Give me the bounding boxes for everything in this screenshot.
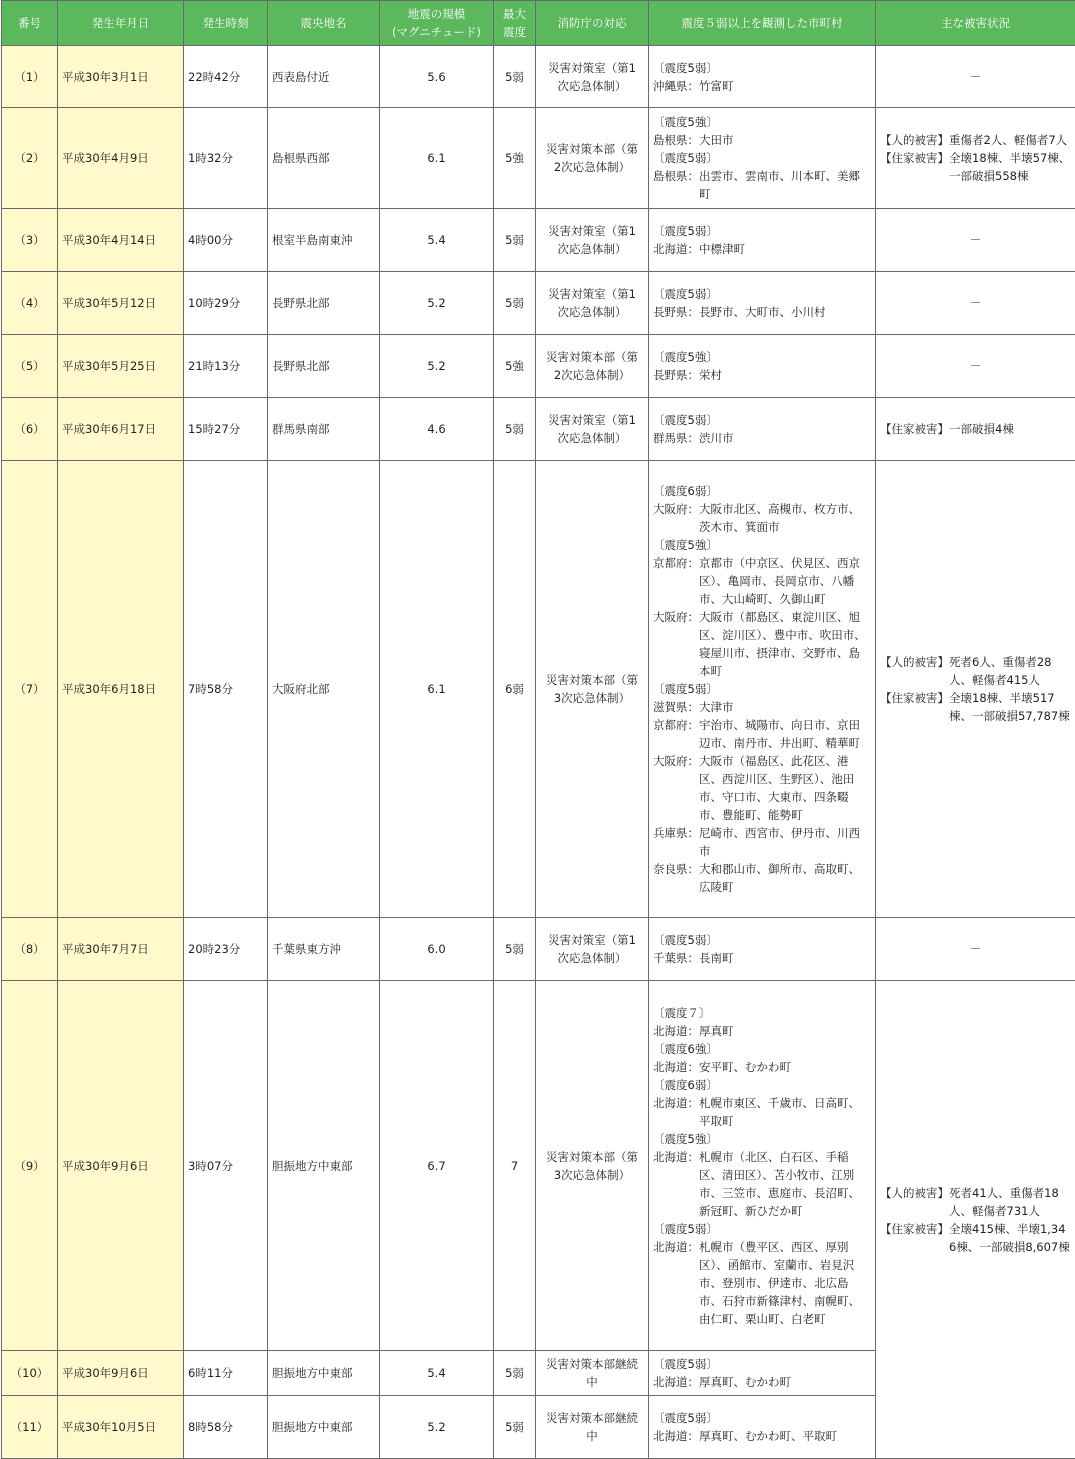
no-cell: （9）: [2, 981, 58, 1351]
magnitude-cell: 5.4: [380, 1351, 494, 1396]
intensity-heading: 〔震度７〕: [653, 1005, 711, 1020]
time-cell: 7時58分: [184, 461, 268, 918]
damage-cell: －: [876, 46, 1075, 108]
table-row: [2, 272, 1075, 335]
prefecture-name: 北海道：: [653, 242, 699, 256]
intensity-cell: 5弱: [494, 1351, 536, 1396]
intensity-heading: 〔震度5強〕: [653, 350, 718, 364]
intensity-heading: 〔震度5弱〕: [653, 287, 718, 301]
damage-entry: [880, 653, 1071, 689]
damage-category: 【住家被害】: [880, 422, 949, 436]
municipalities-cell: [649, 209, 876, 272]
table-row: [2, 209, 1075, 272]
epicenter-cell: 長野県北部: [268, 272, 380, 335]
table-row: [2, 461, 1075, 918]
time-cell: 20時23分: [184, 918, 268, 981]
municipalities-cell: [649, 981, 876, 1351]
municipalities-cell: [649, 1396, 876, 1459]
prefecture-name: 大阪府：: [653, 610, 699, 624]
municipality-list: 大阪市（都島区、東淀川区、旭区、淀川区）、豊中市、吹田市、寝屋川市、摂津市、交野市、島本町: [699, 610, 866, 678]
intensity-heading: 〔震度5弱〕: [653, 1221, 718, 1236]
damage-cell: －: [876, 272, 1075, 335]
prefecture-name: 北海道：: [653, 1149, 699, 1164]
epicenter-cell: 大阪府北部: [268, 461, 380, 918]
damage-detail: 死者41人、重傷者18人、軽傷者731人: [949, 1185, 1059, 1218]
header-date: 発生年月日: [58, 1, 184, 46]
intensity-cell: 7: [494, 981, 536, 1351]
intensity-cell: 5弱: [494, 46, 536, 108]
damage-category: 【住家被害】: [880, 151, 949, 165]
epicenter-cell: 西表島付近: [268, 46, 380, 108]
intensity-heading: 〔震度5強〕: [653, 1131, 718, 1146]
magnitude-cell: 6.0: [380, 918, 494, 981]
intensity-heading: 〔震度5弱〕: [653, 1357, 718, 1371]
response-cell: 災害対策室（第1次応急体制）: [536, 918, 649, 981]
table-row: [2, 918, 1075, 981]
table-row: [2, 335, 1075, 398]
no-cell: （5）: [2, 335, 58, 398]
municipality-list: 大阪市北区、高槻市、枚方市、茨木市、箕面市: [699, 502, 860, 534]
response-cell: 災害対策本部継続中: [536, 1351, 649, 1396]
intensity-heading: 〔震度5弱〕: [653, 1411, 718, 1425]
municipality-list: 札幌市（豊平区、西区、厚別区）、函館市、室蘭市、岩見沢市、登別市、伊達市、北広島市、石狩市新篠津村、南幌町、由仁町、栗山町、白老町: [699, 1239, 860, 1326]
damage-detail: 一部破損4棟: [949, 422, 1014, 436]
prefecture-name: 北海道：: [653, 1059, 699, 1074]
header-fdma-response: 消防庁の対応: [536, 1, 649, 46]
damage-category: 【人的被害】: [880, 1185, 949, 1200]
intensity-heading: 〔震度6弱〕: [653, 484, 718, 498]
table-row: [2, 398, 1075, 461]
prefecture-name: 長野県：: [653, 305, 699, 319]
prefecture-name: 長野県：: [653, 368, 699, 382]
no-cell: （6）: [2, 398, 58, 461]
intensity-cell: 5弱: [494, 918, 536, 981]
prefecture-name: 群馬県：: [653, 431, 699, 445]
response-cell: 災害対策室（第1次応急体制）: [536, 209, 649, 272]
header-epicenter: 震央地名: [268, 1, 380, 46]
damage-cell: －: [876, 335, 1075, 398]
no-cell: （2）: [2, 108, 58, 209]
prefecture-entry: [653, 1148, 871, 1220]
prefecture-entry: [653, 949, 871, 967]
date-cell: 平成30年5月12日: [58, 272, 184, 335]
prefecture-entry: [653, 131, 871, 149]
prefecture-name: 滋賀県：: [653, 700, 699, 714]
magnitude-cell: 5.2: [380, 335, 494, 398]
response-cell: 災害対策室（第1次応急体制）: [536, 272, 649, 335]
no-cell: （7）: [2, 461, 58, 918]
municipality-list: 京都市（中京区、伏見区、西京区）、亀岡市、長岡京市、八幡市、大山崎町、久御山町: [699, 556, 860, 606]
damage-entry: [880, 1220, 1071, 1256]
epicenter-cell: 胆振地方中東部: [268, 981, 380, 1351]
damage-category: 【人的被害】: [880, 655, 949, 669]
prefecture-name: 京都府：: [653, 718, 699, 732]
no-cell: （8）: [2, 918, 58, 981]
prefecture-entry: [653, 366, 871, 384]
municipality-list: 出雲市、雲南市、川本町、美郷町: [699, 169, 860, 201]
municipalities-cell: [649, 335, 876, 398]
prefecture-entry: [653, 303, 871, 321]
prefecture-name: 島根県：: [653, 133, 699, 147]
damage-category: 【住家被害】: [880, 691, 949, 705]
intensity-heading: 〔震度5弱〕: [653, 60, 718, 75]
date-cell: 平成30年4月9日: [58, 108, 184, 209]
epicenter-cell: 群馬県南部: [268, 398, 380, 461]
response-cell: 災害対策室（第1次応急体制）: [536, 46, 649, 108]
municipalities-cell: [649, 398, 876, 461]
municipalities-cell: [649, 46, 876, 108]
header-number: 番号: [2, 1, 58, 46]
municipalities-cell: [649, 108, 876, 209]
municipality-list: 安平町、むかわ町: [699, 1059, 791, 1074]
prefecture-name: 千葉県：: [653, 951, 699, 965]
header-municipalities: 震度５弱以上を観測した市町村: [649, 1, 876, 46]
municipality-list: 大津市: [699, 700, 734, 714]
municipality-list: 尼崎市、西宮市、伊丹市、川西市: [699, 826, 860, 858]
prefecture-entry: [653, 1058, 871, 1076]
magnitude-cell: 4.6: [380, 398, 494, 461]
damage-entry: [880, 420, 1071, 438]
prefecture-entry: [653, 752, 871, 824]
municipality-list: 渋川市: [699, 431, 734, 445]
date-cell: 平成30年4月14日: [58, 209, 184, 272]
municipality-list: 厚真町、むかわ町: [699, 1375, 791, 1389]
time-cell: 15時27分: [184, 398, 268, 461]
date-cell: 平成30年6月18日: [58, 461, 184, 918]
intensity-cell: 6弱: [494, 461, 536, 918]
prefecture-entry: [653, 860, 871, 896]
prefecture-entry: [653, 698, 871, 716]
time-cell: 22時42分: [184, 46, 268, 108]
damage-category: 【人的被害】: [880, 133, 949, 147]
intensity-cell: 5弱: [494, 398, 536, 461]
no-cell: （10）: [2, 1351, 58, 1396]
header-max-intensity: 最大 震度: [494, 1, 536, 46]
prefecture-name: 京都府：: [653, 556, 699, 570]
damage-entry: [880, 1184, 1071, 1220]
damage-entry: [880, 131, 1071, 149]
municipality-list: 厚真町、むかわ町、平取町: [699, 1429, 837, 1443]
intensity-heading: 〔震度5弱〕: [653, 413, 718, 427]
magnitude-cell: 5.6: [380, 46, 494, 108]
response-cell: 災害対策本部（第3次応急体制）: [536, 981, 649, 1351]
municipality-list: 大和郡山市、御所市、高取町、広陵町: [699, 862, 860, 894]
prefecture-name: 北海道：: [653, 1429, 699, 1443]
damage-cell: [876, 108, 1075, 209]
damage-category: 【住家被害】: [880, 1221, 949, 1236]
epicenter-cell: 島根県西部: [268, 108, 380, 209]
intensity-heading: 〔震度5弱〕: [653, 682, 718, 696]
epicenter-cell: 根室半島南東沖: [268, 209, 380, 272]
prefecture-entry: [653, 1238, 871, 1328]
intensity-heading: 〔震度6弱〕: [653, 1077, 718, 1092]
damage-cell: [876, 461, 1075, 918]
no-cell: （11）: [2, 1396, 58, 1459]
prefecture-entry: [653, 1427, 871, 1445]
intensity-heading: 〔震度5弱〕: [653, 151, 718, 165]
prefecture-name: 沖縄県：: [653, 78, 699, 93]
prefecture-name: 北海道：: [653, 1023, 699, 1038]
magnitude-cell: 6.1: [380, 108, 494, 209]
magnitude-cell: 6.1: [380, 461, 494, 918]
damage-detail: 重傷者2人、軽傷者7人: [949, 133, 1068, 147]
prefecture-name: 大阪府：: [653, 502, 699, 516]
response-cell: 災害対策本部（第2次応急体制）: [536, 335, 649, 398]
time-cell: 21時13分: [184, 335, 268, 398]
prefecture-name: 島根県：: [653, 169, 699, 183]
time-cell: 6時11分: [184, 1351, 268, 1396]
municipalities-cell: [649, 461, 876, 918]
intensity-cell: 5弱: [494, 209, 536, 272]
prefecture-entry: [653, 1094, 871, 1130]
response-cell: 災害対策室（第1次応急体制）: [536, 398, 649, 461]
intensity-heading: 〔震度5強〕: [653, 538, 718, 552]
no-cell: （1）: [2, 46, 58, 108]
prefecture-entry: [653, 77, 871, 95]
damage-cell: [876, 398, 1075, 461]
municipality-list: 栄村: [699, 368, 722, 382]
intensity-cell: 5弱: [494, 1396, 536, 1459]
damage-cell: －: [876, 209, 1075, 272]
prefecture-entry: [653, 1022, 871, 1040]
municipality-list: 札幌市東区、千歳市、日高町、平取町: [699, 1095, 860, 1128]
damage-detail: 死者6人、重傷者28人、軽傷者415人: [949, 655, 1052, 687]
table-row: [2, 981, 1075, 1351]
magnitude-cell: 5.4: [380, 209, 494, 272]
date-cell: 平成30年10月5日: [58, 1396, 184, 1459]
damage-cell: －: [876, 918, 1075, 981]
prefecture-entry: [653, 824, 871, 860]
response-cell: 災害対策本部継続中: [536, 1396, 649, 1459]
municipality-list: 大田市: [699, 133, 734, 147]
damage-cell: [876, 981, 1075, 1459]
municipalities-cell: [649, 918, 876, 981]
table-row: [2, 108, 1075, 209]
intensity-cell: 5強: [494, 108, 536, 209]
damage-detail: 全壊18棟、半壊57棟、一部破損558棟: [949, 151, 1071, 183]
epicenter-cell: 胆振地方中東部: [268, 1396, 380, 1459]
date-cell: 平成30年5月25日: [58, 335, 184, 398]
prefecture-entry: [653, 240, 871, 258]
damage-detail: 全壊18棟、半壊517棟、一部破損57,787棟: [949, 691, 1070, 723]
prefecture-name: 奈良県：: [653, 862, 699, 876]
intensity-cell: 5弱: [494, 272, 536, 335]
prefecture-name: 北海道：: [653, 1095, 699, 1110]
damage-entry: [880, 149, 1071, 185]
no-cell: （4）: [2, 272, 58, 335]
header-magnitude: 地震の規模 (マグニチュード): [380, 1, 494, 46]
prefecture-entry: [653, 500, 871, 536]
municipality-list: 中標津町: [699, 242, 745, 256]
time-cell: 8時58分: [184, 1396, 268, 1459]
prefecture-name: 大阪府：: [653, 754, 699, 768]
header-row: [2, 1, 1075, 46]
response-cell: 災害対策本部（第2次応急体制）: [536, 108, 649, 209]
prefecture-entry: [653, 608, 871, 680]
municipality-list: 竹富町: [699, 78, 734, 93]
municipality-list: 厚真町: [699, 1023, 734, 1038]
municipality-list: 長野市、大町市、小川村: [699, 305, 826, 319]
header-time: 発生時刻: [184, 1, 268, 46]
municipalities-cell: [649, 272, 876, 335]
time-cell: 4時00分: [184, 209, 268, 272]
prefecture-entry: [653, 1373, 871, 1391]
intensity-heading: 〔震度5強〕: [653, 115, 718, 129]
damage-detail: 全壊415棟、半壊1,346棟、一部破損8,607棟: [949, 1221, 1070, 1254]
date-cell: 平成30年7月7日: [58, 918, 184, 981]
date-cell: 平成30年9月6日: [58, 1351, 184, 1396]
intensity-cell: 5強: [494, 335, 536, 398]
no-cell: （3）: [2, 209, 58, 272]
municipality-list: 札幌市（北区、白石区、手稲区、清田区）、苫小牧市、江別市、三笠市、恵庭市、長沼町、新冠町、新ひだか町: [699, 1149, 860, 1218]
municipality-list: 長南町: [699, 951, 734, 965]
municipality-list: 宇治市、城陽市、向日市、京田辺市、南丹市、井出町、精華町: [699, 718, 860, 750]
header-damage: 主な被害状況: [876, 1, 1075, 46]
time-cell: 10時29分: [184, 272, 268, 335]
magnitude-cell: 5.2: [380, 1396, 494, 1459]
epicenter-cell: 胆振地方中東部: [268, 1351, 380, 1396]
intensity-heading: 〔震度5弱〕: [653, 933, 718, 947]
municipalities-cell: [649, 1351, 876, 1396]
date-cell: 平成30年3月1日: [58, 46, 184, 108]
time-cell: 1時32分: [184, 108, 268, 209]
intensity-heading: 〔震度6強〕: [653, 1041, 718, 1056]
prefecture-name: 北海道：: [653, 1375, 699, 1389]
prefecture-entry: [653, 429, 871, 447]
earthquake-table: [1, 0, 1075, 1459]
date-cell: 平成30年9月6日: [58, 981, 184, 1351]
prefecture-entry: [653, 554, 871, 608]
epicenter-cell: 千葉県東方沖: [268, 918, 380, 981]
date-cell: 平成30年6月17日: [58, 398, 184, 461]
epicenter-cell: 長野県北部: [268, 335, 380, 398]
magnitude-cell: 5.2: [380, 272, 494, 335]
prefecture-name: 北海道：: [653, 1239, 699, 1254]
response-cell: 災害対策本部（第3次応急体制）: [536, 461, 649, 918]
time-cell: 3時07分: [184, 981, 268, 1351]
magnitude-cell: 6.7: [380, 981, 494, 1351]
municipality-list: 大阪市（福島区、此花区、港区、西淀川区、生野区）、池田市、守口市、大東市、四条畷市、豊能町、能勢町: [699, 754, 855, 822]
prefecture-entry: [653, 167, 871, 203]
prefecture-entry: [653, 716, 871, 752]
prefecture-name: 兵庫県：: [653, 826, 699, 840]
damage-entry: [880, 689, 1071, 725]
table-row: [2, 46, 1075, 108]
intensity-heading: 〔震度5弱〕: [653, 224, 718, 238]
